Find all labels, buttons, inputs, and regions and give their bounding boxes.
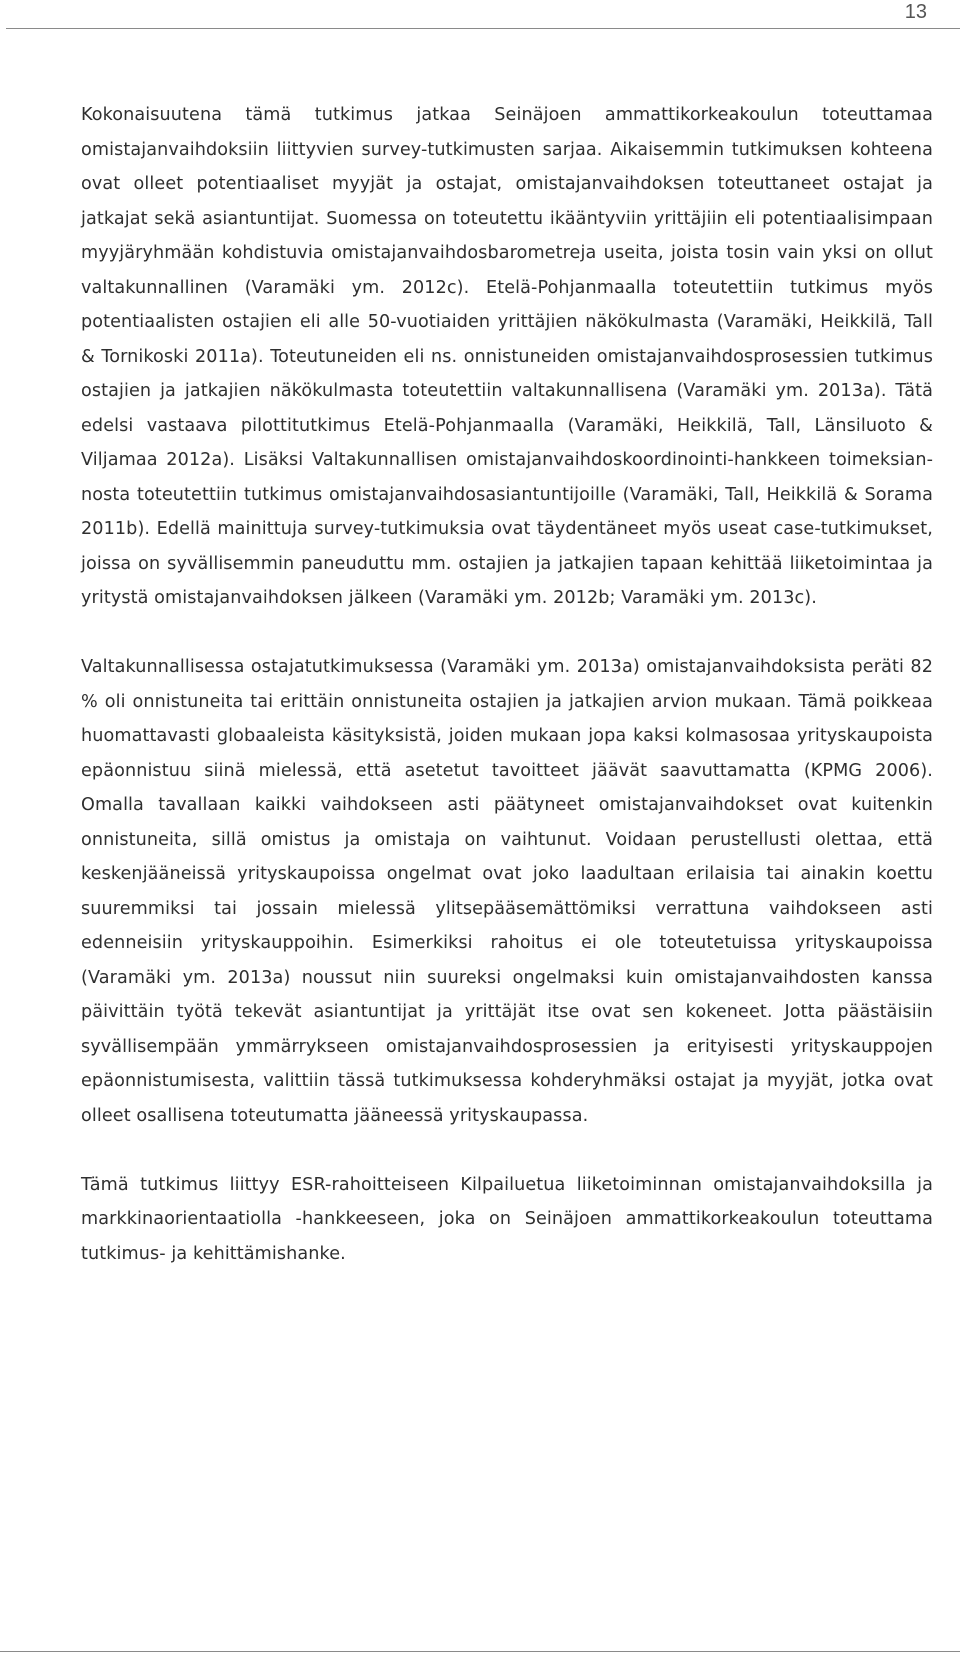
footer-rule <box>0 1651 960 1652</box>
paragraph-project: Tämä tutkimus liittyy ESR-rahoitteiseen Kilpailuetua liiketoiminnan omistajanvaihdoksilla ja markkinaorientaatiolla -hankkeeseen, joka on Seinäjoen ammattikorkeakoulun toteuttama tutkimus- ja kehittämishanke. <box>81 1174 933 1264</box>
body-text <box>81 98 933 1271</box>
paragraph-buyer-study: Valtakunnallisessa ostajatutkimuksessa (Varamäki ym. 2013a) omistajanvaihdoksista peräti 82 % oli onnistuneita tai erittäin onnistuneita ostajien ja jatkajien arvion mukaan. Tämä poikkeaa huomattavasti globaaleista käsityksistä, joiden mukaan jopa kaksi kolmasosaa yrityskaupoista epäonnistuu siinä mielessä, että asetetut tavoitteet jäävät saavuttamatta (KPMG 2006). Omalla tavallaan kaikki vaihdokseen asti päätyneet omistajanvaihdokset ovat kuitenkin onnistuneita, sillä omistus ja omistaja on vaihtunut. Voidaan perustellusti olettaa, että keskenjääneissä yrityskaupoissa ongelmat ovat joko laadultaan erilaisia tai ainakin koettu suuremmiksi tai jossain mielessä ylitsepääsemättömiksi verrattuna vaihdokseen asti edenneisiin yrityskauppoihin. Esimerkiksi rahoitus ei ole toteutetuissa yrityskaupoissa (Varamäki ym. 2013a) noussut niin suureksi ongelmaksi kuin omistajanvaihdosten kanssa päivittäin työtä tekevät asiantuntijat ja yrittäjät itse ovat sen kokeneet. Jotta päästäisiin syvällisempään ymmärrykseen omistajanvaihdosprosessien ja erityisesti yrityskauppojen epäonnistumisesta, valittiin tässä tutkimuksessa kohderyhmäksi ostajat ja myyjät, jotka ovat olleet osallisena toteutumatta jääneessä yrityskaupassa. <box>81 657 933 1126</box>
header-rule <box>6 28 960 29</box>
paragraph-intro: Kokonaisuutena tämä tutkimus jatkaa Seinäjoen ammattikorkeakoulun toteuttamaa omistajanvaihdoksiin liittyvien survey-tutkimusten sarjaa. Aikaisemmin tutkimuksen kohteena ovat olleet potentiaaliset myyjät ja ostajat, omistajanvaihdoksen toteuttaneet ostajat ja jatkajat sekä asiantuntijat. Suomessa on toteutettu ikääntyviin yrittäjiin eli potentiaalisimpaan myyjäryhmään kohdistuvia omistajanvaihdosbarometreja useita, joista tosin vain yksi on ollut valtakunnallinen (Varamäki ym. 2012c). Etelä-Pohjanmaalla toteutettiin tutkimus myös potentiaalisten ostajien eli alle 50-vuotiaiden yrittäjien näkökulmasta (Varamäki, Heikkilä, Tall & Tornikoski 2011a). Toteutuneiden eli ns. onnistuneiden omistajanvaihdosprosessien tutkimus ostajien ja jatkajien näkökulmasta toteutettiin valtakunnallisena (Varamäki ym. 2013a). Tätä edelsi vastaava pilottitutkimus Etelä-Pohjanmaalla (Varamäki, Heikkilä, Tall, Länsiluoto & Viljamaa 2012a). Lisäksi Valtakunnallisen omistajanvaihdoskoordinointi-hankkeen toimeksiannosta toteutettiin tutkimus omistajanvaihdosasiantuntijoille (Varamäki, Tall, Heikkilä & Sorama 2011b). Edellä mainittuja survey-tutkimuksia ovat täydentäneet myös useat case-tutkimukset, joissa on syvällisemmin paneuduttu mm. ostajien ja jatkajien tapaan kehittää liiketoimintaa ja yritystä omistajanvaihdoksen jälkeen (Varamäki ym. 2012b; Varamäki ym. 2013c). <box>81 105 933 608</box>
page-number: 13 <box>904 1 927 23</box>
